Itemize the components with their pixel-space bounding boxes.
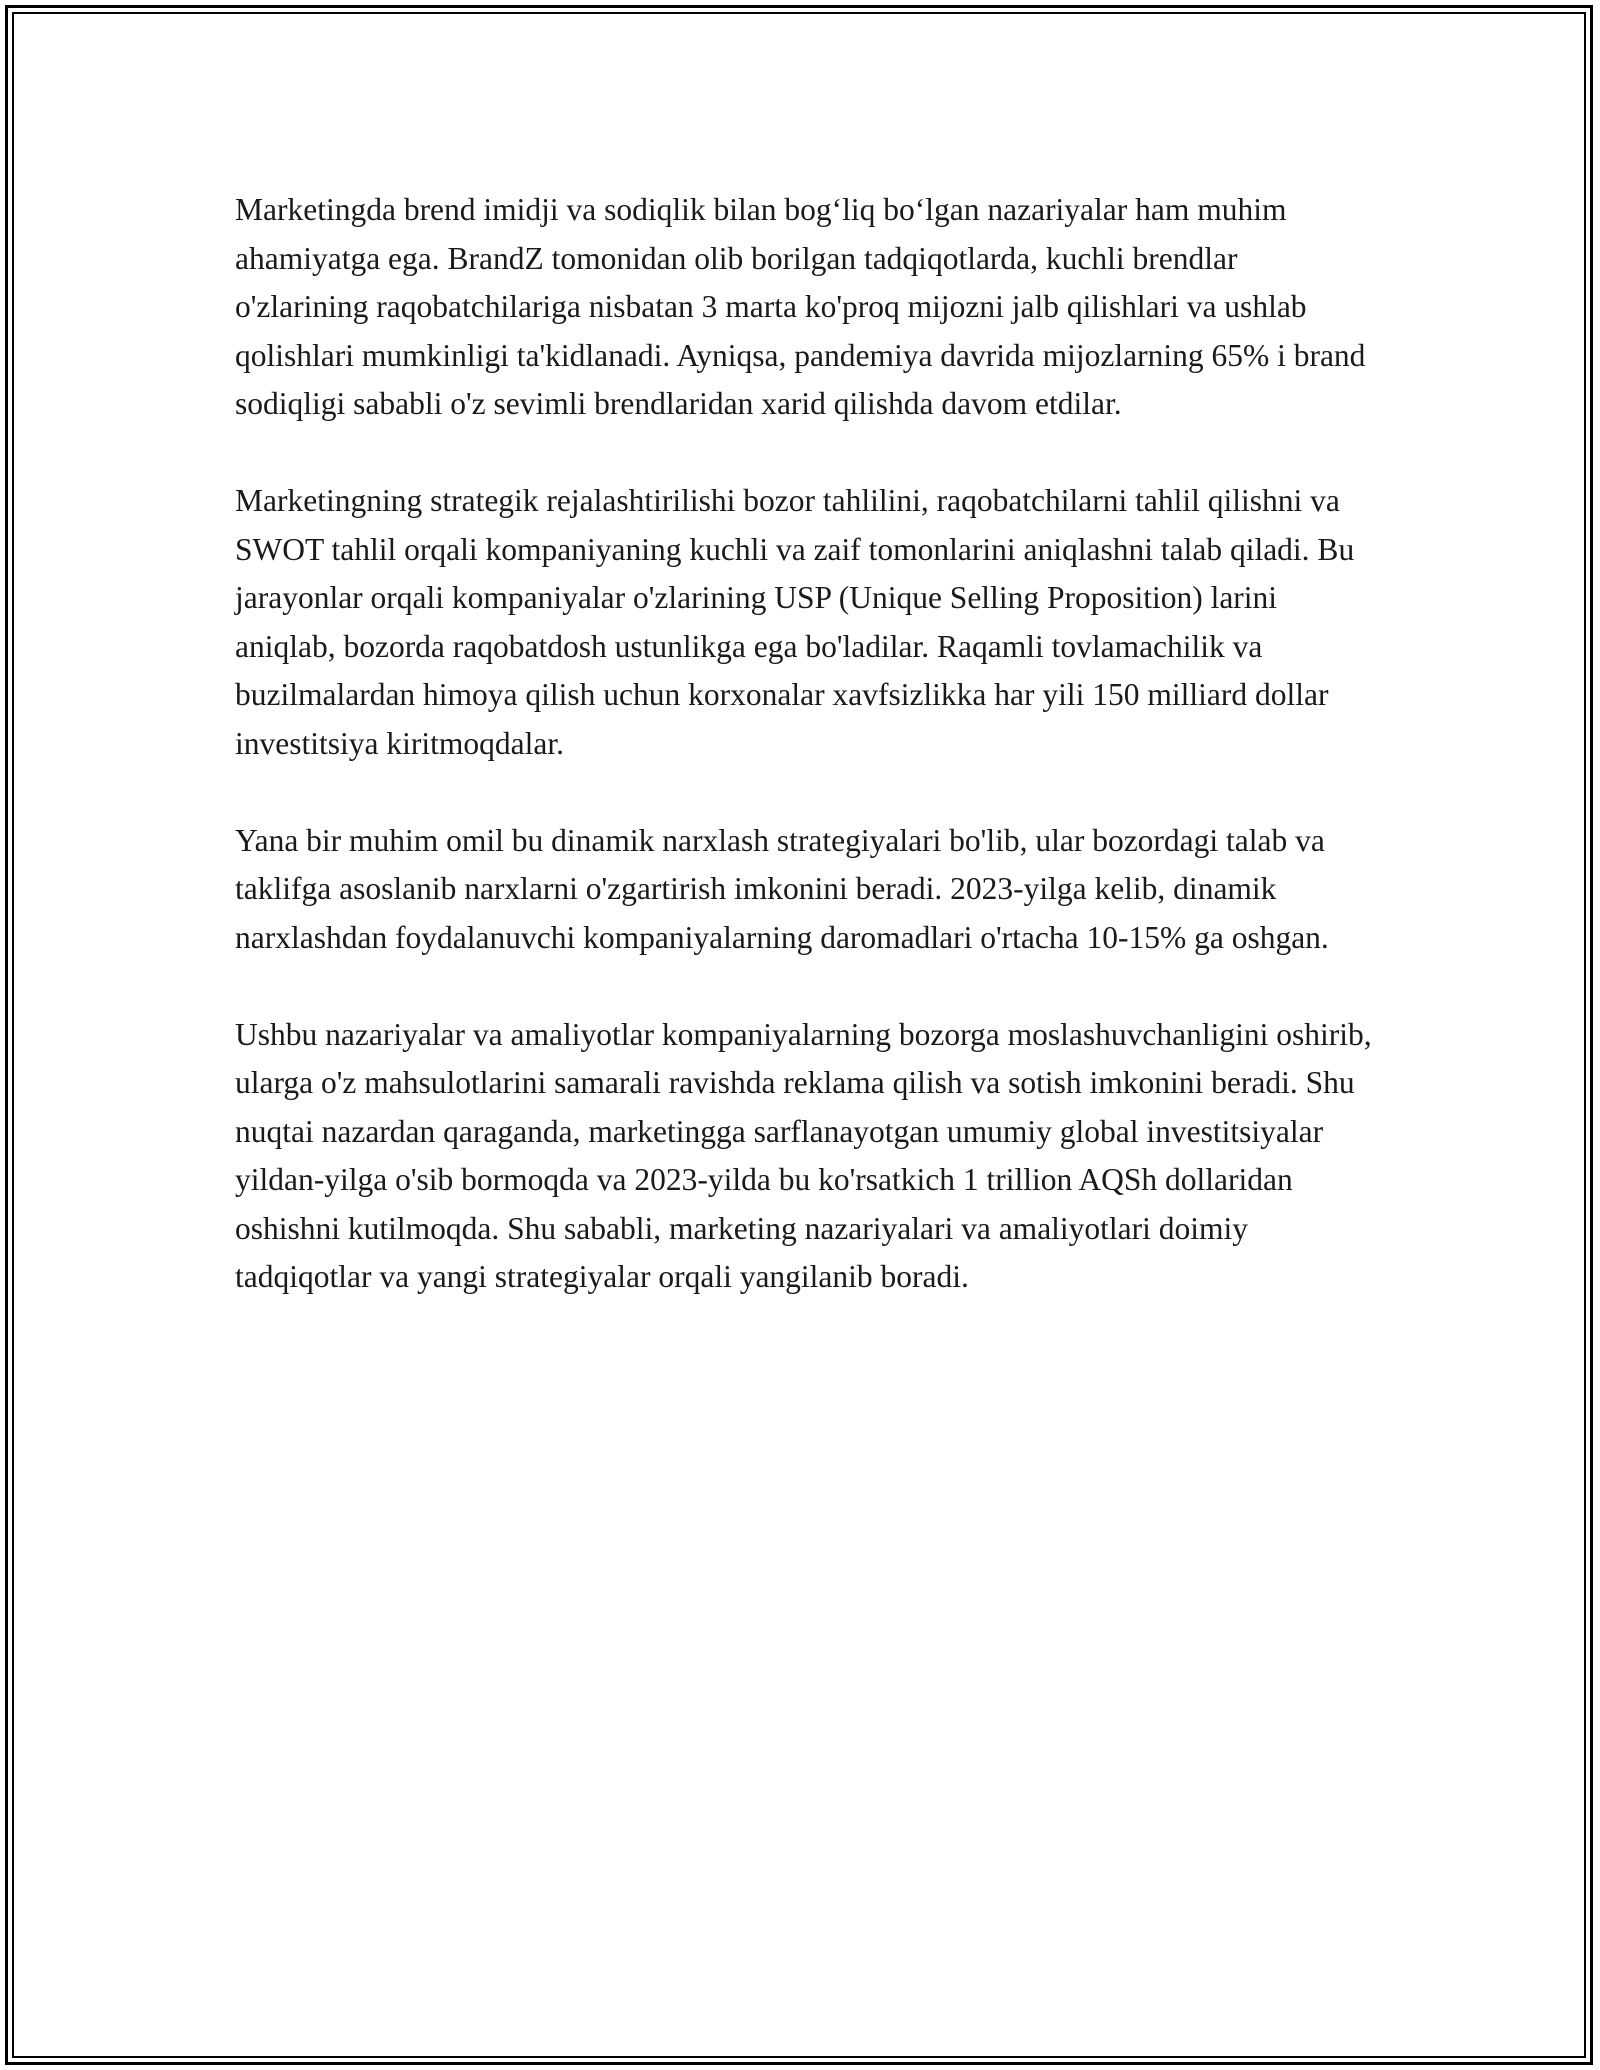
paragraph-dynamic-pricing: Yana bir muhim omil bu dinamik narxlash strategiyalari bo'lib, ular bozordagi talab va taklifga asoslanib narxlarni o'zgartirish imkonini beradi. 2023-yilga kelib, dinamik narxlashdan foydalanuvchi kompaniyalarning daromadlari o'rtacha 10-15% ga oshgan.	[235, 822, 1329, 955]
paragraph-brand-loyalty: Marketingda brend imidji va sodiqlik bilan bog‘liq bo‘lgan nazariyalar ham muhim ahamiyatga ega. BrandZ tomonidan olib borilgan tadqiqotlarda, kuchli brendlar o'zlarining raqobatchilariga nisbatan 3 marta ko'proq mijozni jalb qilishlari va ushlab qolishlari mumkinligi ta'kidlanadi. Ayniqsa, pandemiya davrida mijozlarning 65% i brand sodiqligi sababli o'z sevimli brendlaridan xarid qilishda davom etdilar.	[235, 192, 1366, 421]
document-body	[235, 186, 1375, 1350]
paragraph-conclusion: Ushbu nazariyalar va amaliyotlar kompaniyalarning bozorga moslashuvchanligini oshirib, ularga o'z mahsulotlarini samarali ravishda reklama qilish va sotish imkonini beradi. Shu nuqtai nazardan qaraganda, marketingga sarflanayotgan umumiy global investitsiyalar yildan-yilga o'sib bormoqda va 2023-yilda bu ko'rsatkich 1 trillion AQSh dollaridan oshishni kutilmoqda. Shu sababli, marketing nazariyalari va amaliyotlari doimiy tadqiqotlar va yangi strategiyalar orqali yangilanib boradi.	[235, 1016, 1372, 1294]
paragraph-strategic-planning: Marketingning strategik rejalashtirilishi bozor tahlilini, raqobatchilarni tahlil qilishni va SWOT tahlil orqali kompaniyaning kuchli va zaif tomonlarini aniqlashni talab qiladi. Bu jarayonlar orqali kompaniyalar o'zlarining USP (Unique Selling Proposition) larini aniqlab, bozorda raqobatdosh ustunlikga ega bo'ladilar. Raqamli tovlamachilik va buzilmalardan himoya qilish uchun korxonalar xavfsizlikka har yili 150 milliard dollar investitsiya kiritmoqdalar.	[235, 483, 1355, 761]
